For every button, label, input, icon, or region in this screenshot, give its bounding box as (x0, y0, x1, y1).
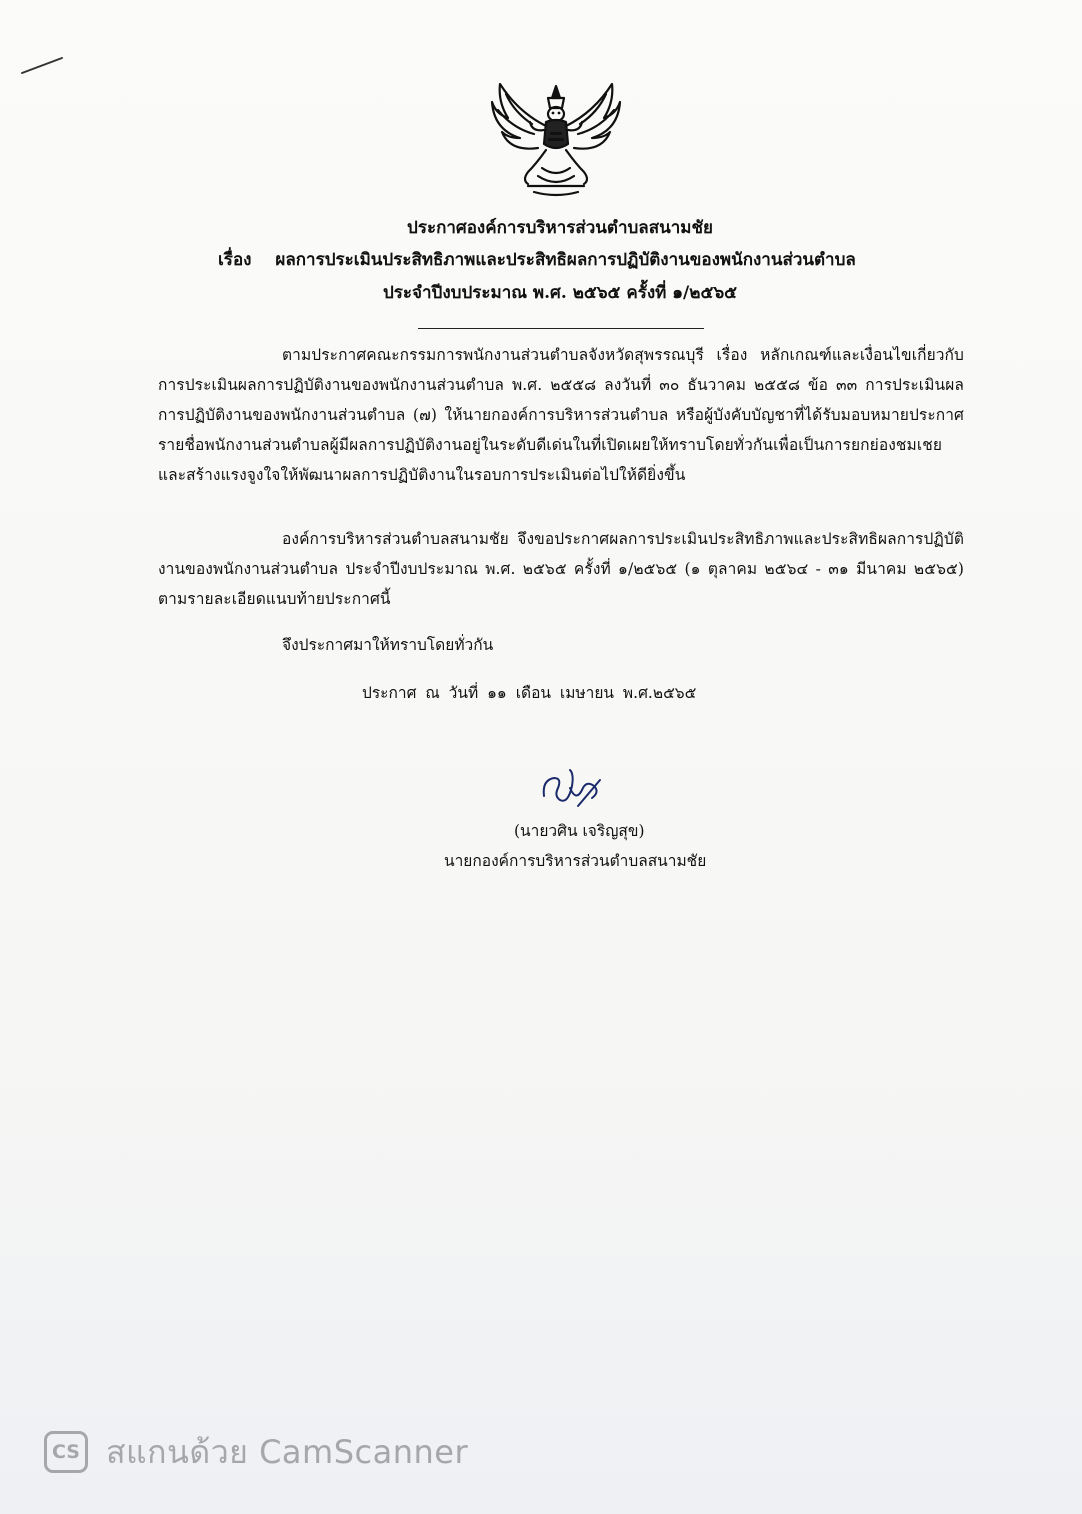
body-paragraph-1 (158, 340, 964, 490)
camscanner-logo-icon: CS (44, 1431, 88, 1473)
camscanner-watermark-text: สแกนด้วย CamScanner (106, 1432, 469, 1471)
announcement-date: ประกาศ ณ วันที่ ๑๑ เดือน เมษายน พ.ศ.๒๕๖๕ (362, 684, 697, 702)
body-paragraph-2 (158, 524, 964, 614)
pen-stroke-mark (20, 55, 64, 77)
body-paragraph-2-text: องค์การบริหารส่วนตำบลสนามชัย จึงขอประกาศผลการประเมินประสิทธิภาพและประสิทธิผลการปฏิบัติงานของพนักงานส่วนตำบล ประจำปีงบประมาณ พ.ศ. ๒๕๖๕ ครั้งที่ ๑/๒๕๖๕ (๑ ตุลาคม ๒๕๖๔ - ๓๑ มีนาคม ๒๕๖๕) ตามรายละเอียดแนบท้ายประกาศนี้ (158, 530, 964, 608)
body-paragraph-1-text: ตามประกาศคณะกรรมการพนักงานส่วนตำบลจังหวัดสุพรรณบุรี เรื่อง หลักเกณฑ์และเงื่อนไขเกี่ยวกับการประเมินผลการปฏิบัติงานของพนักงานส่วนตำบล พ.ศ. ๒๕๕๘ ลงวันที่ ๓๐ ธันวาคม ๒๕๕๘ ข้อ ๓๓ การประเมินผลการปฏิบัติงานของพนักงานส่วนตำบล (๗) ให้นายกองค์การบริหารส่วนตำบล หรือผู้บังคับบัญชาที่ได้รับมอบหมายประกาศรายชื่อพนักงานส่วนตำบลผู้มีผลการปฏิบัติงานอยู่ในระดับดีเด่นในที่เปิดเผยให้ทราบโดยทั่วกันเพื่อเป็นการยกย่องชมเชยและสร้างแรงจูงใจให้พัฒนาผลการปฏิบัติงานในรอบการประเมินต่อไปให้ดียิ่งขึ้น (158, 346, 964, 484)
garuda-emblem-icon (488, 72, 624, 200)
subject-label: เรื่อง (218, 250, 252, 270)
header-divider (418, 328, 704, 329)
signer-name: (นายวศิน เจริญสุข) (514, 822, 645, 840)
handwritten-signature (538, 766, 604, 812)
camscanner-watermark (44, 1428, 468, 1476)
announcement-title: ประกาศองค์การบริหารส่วนตำบลสนามชัย (407, 218, 713, 238)
announcement-fiscal-year: ประจำปีงบประมาณ พ.ศ. ๒๕๖๕ ครั้งที่ ๑/๒๕๖๕ (383, 283, 737, 303)
subject-text: ผลการประเมินประสิทธิภาพและประสิทธิผลการปฏิบัติงานของพนักงานส่วนตำบล (275, 250, 856, 270)
announcement-subject (218, 252, 1038, 269)
signer-title: นายกองค์การบริหารส่วนตำบลสนามชัย (444, 852, 707, 870)
closing-statement: จึงประกาศมาให้ทราบโดยทั่วกัน (282, 636, 494, 654)
